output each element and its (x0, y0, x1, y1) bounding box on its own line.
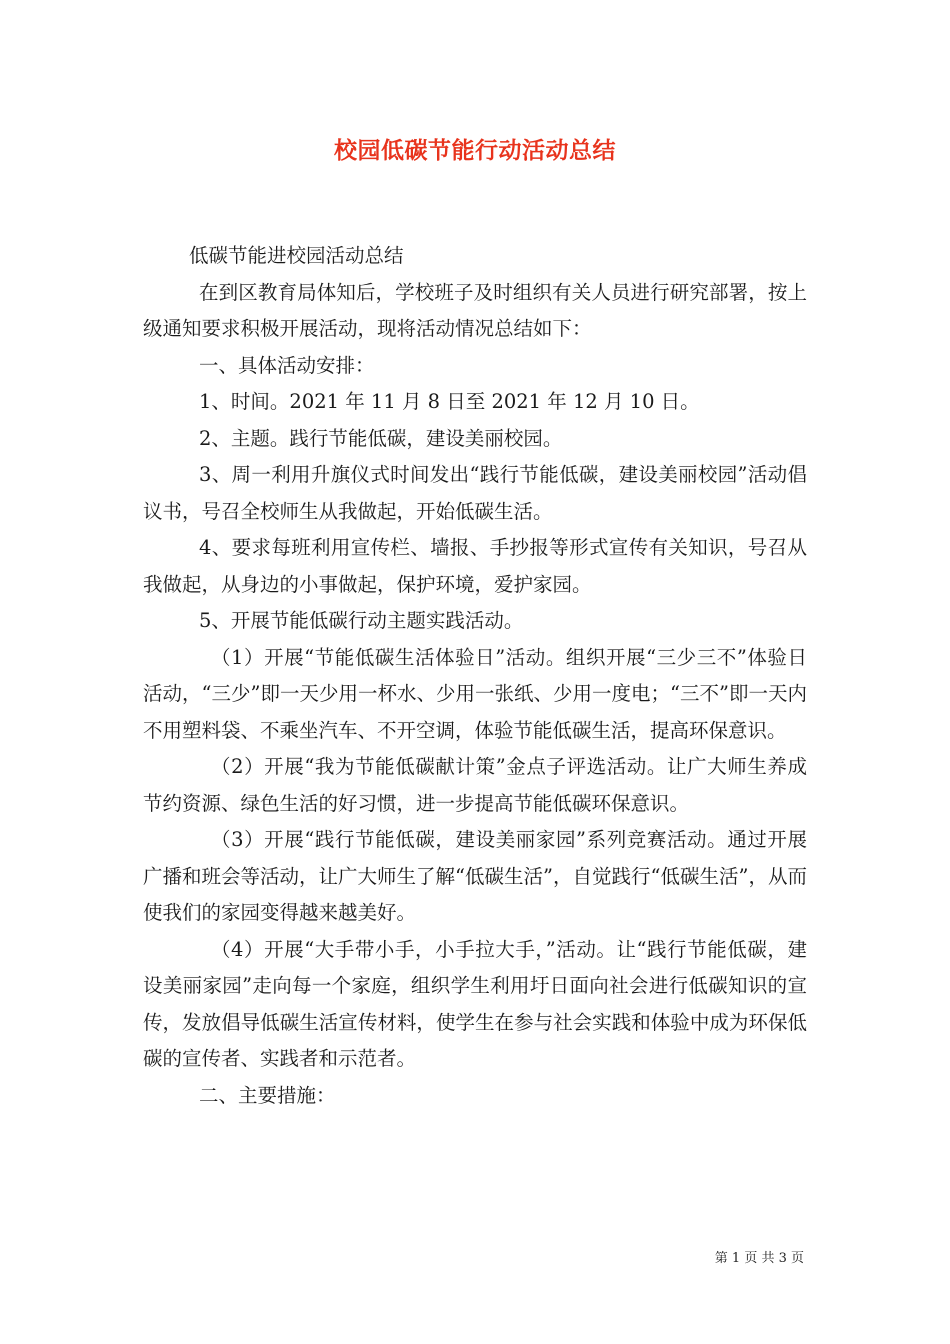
activity-4-paragraph: （4）开展“大手带小手，小手拉大手，”活动。让“践行节能低碳，建设美丽家园”走向每一个家庭，组织学生利用圩日面向社会进行低碳知识的宣传，发放倡导低碳生活宣传材料，使学生在参与社会实践和体验中成为环保低碳的宣传者、实践者和示范者。 (143, 937, 807, 1070)
intro-paragraph: 在到区教育局体知后，学校班子及时组织有关人员进行研究部署，按上级通知要求积极开展活动，现将活动情况总结如下： (143, 280, 807, 340)
document-body (143, 238, 807, 1114)
item-time: 1、时间。2021 年 11 月 8 日至 2021 年 12 月 10 日。 (199, 390, 700, 413)
activity-2-paragraph: （2）开展“我为节能低碳献计策”金点子评选活动。让广大师生养成节约资源、绿色生活的好习惯，进一步提高节能低碳环保意识。 (143, 755, 807, 815)
activity-1-paragraph: （1）开展“节能低碳生活体验日”活动。组织开展“三少三不”体验日活动，“三少”即一天少用一杯水、少用一张纸、少用一度电；“三不”即一天内不用塑料袋、不乘坐汽车、不开空调，体验节能低碳生活，提高环保意识。 (143, 645, 807, 742)
section-heading-1: 一、具体活动安排： (199, 353, 375, 377)
section-heading-2: 二、主要措施： (199, 1083, 336, 1107)
activity-3-paragraph: （3）开展“践行节能低碳，建设美丽家园”系列竞赛活动。通过开展广播和班会等活动，让广大师生了解“低碳生活”，自觉践行“低碳生活”，从而使我们的家园变得越来越美好。 (143, 828, 807, 924)
item-5-paragraph: 5、开展节能低碳行动主题实践活动。 (199, 609, 524, 632)
item-3-paragraph: 3、周一利用升旗仪式时间发出“践行节能低碳，建设美丽校园”活动倡议书，号召全校师生从我做起，开始低碳生活。 (143, 463, 807, 523)
page-number: 第 1 页 共 3 页 (714, 1251, 804, 1266)
item-theme: 2、主题。践行节能低碳，建设美丽校园。 (199, 426, 563, 450)
document-title: 校园低碳节能行动活动总结 (334, 138, 616, 164)
subtitle-paragraph: 低碳节能进校园活动总结 (189, 244, 404, 267)
item-4-paragraph: 4、要求每班利用宣传栏、墙报、手抄报等形式宣传有关知识，号召从我做起，从身边的小事做起，保护环境，爱护家园。 (143, 536, 807, 596)
